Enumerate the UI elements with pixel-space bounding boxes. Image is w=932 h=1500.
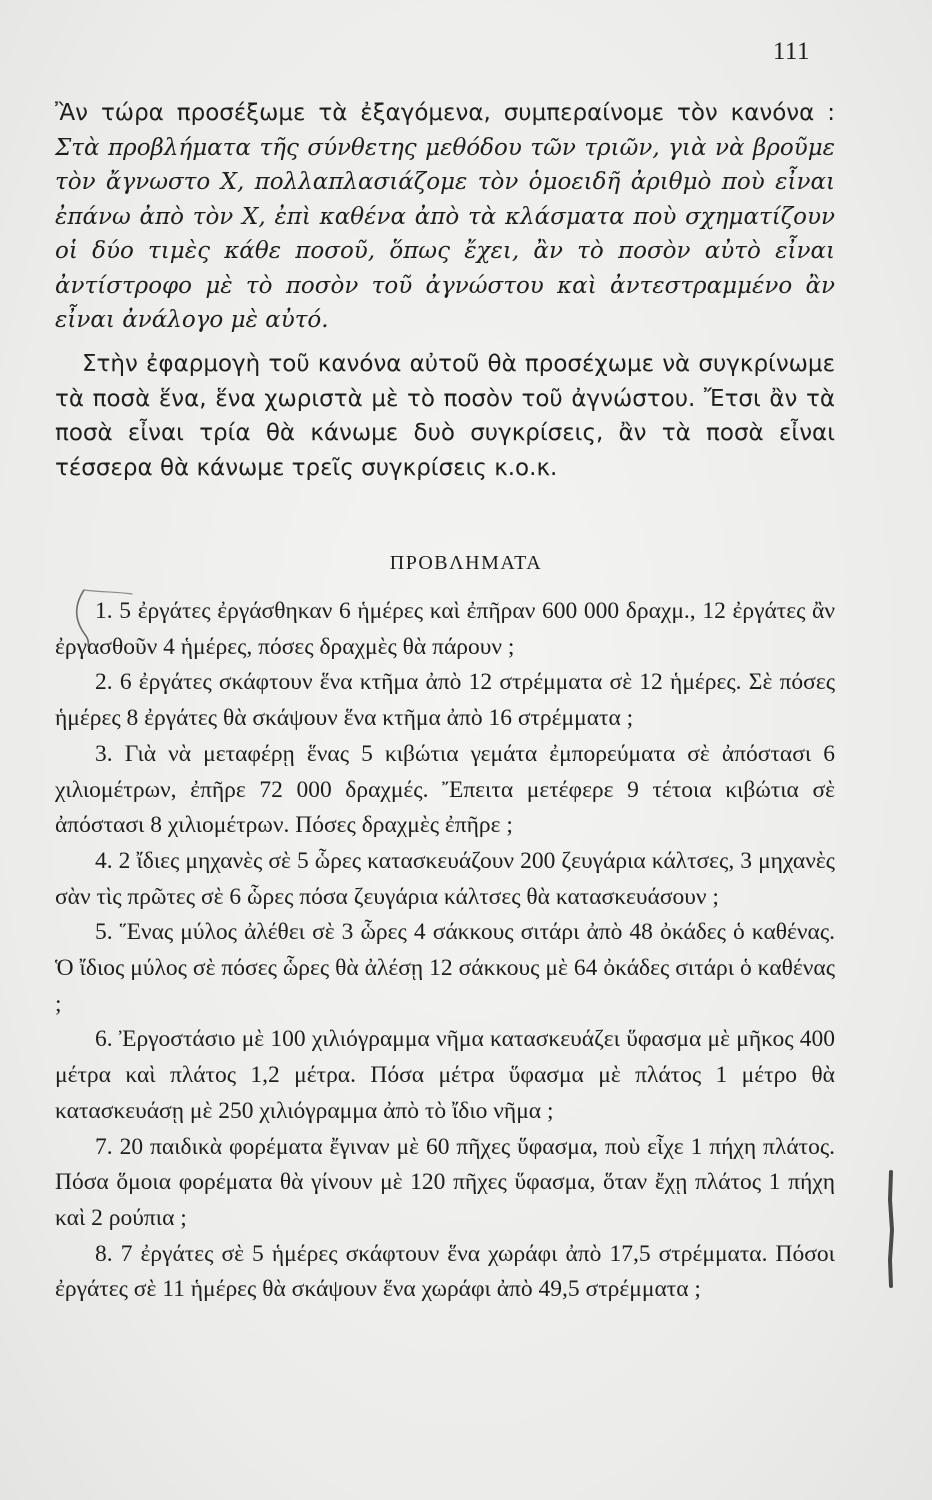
problem-number: 2.	[95, 669, 113, 696]
problem-number: 4.	[95, 847, 113, 874]
problem-text: Γιὰ νὰ μεταφέρῃ ἕνας 5 κιβώτια γεμάτα ἐμπορεύματα σὲ ἀπόστασι 6 χιλιομέτρων, ἐπῆρε 72 000 δραχμές. Ἔπειτα μετέφερε 9 τέτοια κιβώτια σὲ ἀπόστασι 8 χιλιομέτρων. Πόσες δραχμὲς ἐπῆρε ;	[55, 740, 835, 839]
problem-item-2	[55, 665, 835, 736]
problem-item-6	[55, 1022, 835, 1129]
problem-number: 3.	[95, 740, 113, 767]
problem-number: 7.	[95, 1133, 113, 1160]
problem-item-7	[55, 1130, 835, 1237]
problem-item-3	[55, 737, 835, 844]
intro-lead: Ἂν τώρα προσέξωμε τὰ ἐξαγόμενα, συμπεραίνομε τὸν κανόνα :	[55, 100, 835, 126]
problem-item-1	[55, 594, 835, 665]
problem-text: 2 ἴδιες μηχανὲς σὲ 5 ὧρες κατασκευάζουν 200 ζευγάρια κάλτσες, 3 μηχανὲς σὰν τὶς πρῶτες σὲ 6 ὧρες πόσα ζευγάρια κάλτσες θὰ κατασκευάσουν ;	[55, 847, 835, 910]
problem-number: 6.	[95, 1026, 113, 1053]
problems-list	[55, 594, 835, 1308]
intro-paragraph	[55, 96, 835, 338]
problem-item-4	[55, 844, 835, 915]
problem-text: 7 ἐργάτες σὲ 5 ἡμέρες σκάφτουν ἕνα χωράφι ἀπὸ 17,5 στρέμματα. Πόσοι ἐργάτες σὲ 11 ἡμέρες θὰ σκάψουν ἕνα χωράφι ἀπὸ 49,5 στρέμματα ;	[55, 1240, 835, 1303]
application-paragraph: Στὴν ἐφαρμογὴ τοῦ κανόνα αὐτοῦ θὰ προσέχωμε νὰ συγκρίνωμε τὰ ποσὰ ἕνα, ἕνα χωριστὰ μὲ τὸ ποσὸν τοῦ ἀγνώστου. Ἔτσι ἂν τὰ ποσὰ εἶναι τρία θὰ κάνωμε δυὸ συγκρίσεις, ἂν τὰ ποσὰ εἶναι τέσσερα θὰ κάνωμε τρεῖς συγκρίσεις κ.ο.κ.	[55, 351, 835, 481]
problem-number: 5.	[95, 919, 113, 946]
problem-text: 20 παιδικὰ φορέματα ἔγιναν μὲ 60 πῆχες ὕφασμα, ποὺ εἶχε 1 πήχη πλάτος. Πόσα ὅμοια φορέματα θὰ γίνουν μὲ 120 πῆχες ὕφασμα, ὅταν ἔχῃ πλάτος 1 πήχη καὶ 2 ρούπια ;	[55, 1133, 836, 1231]
problem-text: 6 ἐργάτες σκάφτουν ἕνα κτῆμα ἀπὸ 12 στρέμματα σὲ 12 ἡμέρες. Σὲ πόσες ἡμέρες 8 ἐργάτες θὰ σκάψουν ἕνα κτῆμα ἀπὸ 16 στρέμματα ;	[55, 669, 835, 732]
rule-statement: Στὰ προβλήματα τῆς σύνθετης μεθόδου τῶν τριῶν, γιὰ νὰ βροῦμε τὸν ἄγνωστο Χ, πολλαπλασιάζομε τὸν ὁμοειδῆ ἀριθμὸ ποὺ εἶναι ἐπάνω ἀπὸ τὸν Χ, ἐπὶ καθένα ἀπὸ τὰ κλάσματα ποὺ σχηματίζουν οἱ δύο τιμὲς κάθε ποσοῦ, ὅπως ἔχει, ἂν τὸ ποσὸν αὐτὸ εἶναι ἀντίστροφο μὲ τὸ ποσὸν τοῦ ἀγνώστου καὶ ἀντεστραμμένο ἂν εἶναι ἀνάλογο μὲ αὐτό.	[55, 134, 835, 333]
problem-number: 8.	[95, 1240, 113, 1267]
problem-text: Ἕνας μύλος ἀλέθει σὲ 3 ὧρες 4 σάκκους σιτάρι ἀπὸ 48 ὀκάδες ὁ καθένας. Ὁ ἴδιος μύλος σὲ πόσες ὧρες θὰ ἀλέσῃ 12 σάκκους μὲ 64 ὀκάδες σιτάρι ὁ καθένας ;	[55, 919, 835, 1017]
problem-text: Ἐργοστάσιο μὲ 100 χιλιόγραμμα νῆμα κατασκευάζει ὕφασμα μὲ μῆκος 400 μέτρα καὶ πλάτος 1,2 μέτρα. Πόσα μέτρα ὕφασμα μὲ πλάτος 1 μέτρο θὰ κατασκευάσῃ μὲ 250 χιλιόγραμμα ἀπὸ τὸ ἴδιο νῆμα ;	[55, 1026, 835, 1124]
margin-pencil-stroke-icon	[886, 1170, 896, 1288]
problem-text: 5 ἐργάτες ἐργάσθηκαν 6 ἡμέρες καὶ ἐπῆραν 600 000 δραχμ., 12 ἐργάτες ἂν ἐργασθοῦν 4 ἡμέρες, πόσες δραχμὲς θὰ πάρουν ;	[55, 598, 835, 660]
problem-item-8	[55, 1237, 835, 1308]
problem-item-5	[55, 915, 835, 1022]
section-heading: ΠΡΟΒΛΗΜΑΤΑ	[389, 552, 543, 574]
problem-number: 1.	[95, 598, 113, 624]
page-number: 111	[772, 38, 810, 65]
